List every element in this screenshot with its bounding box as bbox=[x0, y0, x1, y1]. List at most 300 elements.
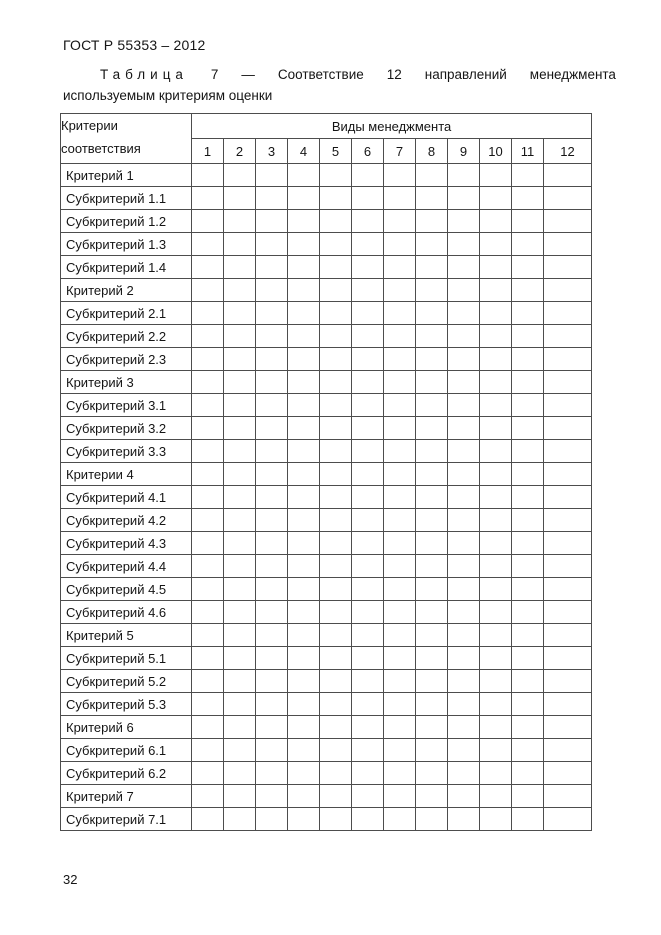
data-cell bbox=[192, 716, 224, 739]
row-label: Субкритерий 4.1 bbox=[61, 486, 192, 509]
data-cell bbox=[416, 601, 448, 624]
data-cell bbox=[192, 693, 224, 716]
data-cell bbox=[416, 371, 448, 394]
data-cell bbox=[384, 463, 416, 486]
table-row bbox=[61, 670, 592, 693]
data-cell bbox=[416, 325, 448, 348]
data-cell bbox=[256, 440, 288, 463]
data-cell bbox=[224, 601, 256, 624]
data-cell bbox=[288, 601, 320, 624]
data-cell bbox=[288, 693, 320, 716]
data-cell bbox=[448, 371, 480, 394]
data-cell bbox=[224, 187, 256, 210]
column-header: 7 bbox=[384, 139, 416, 164]
data-cell bbox=[224, 486, 256, 509]
data-cell bbox=[416, 187, 448, 210]
data-cell bbox=[224, 348, 256, 371]
data-cell bbox=[480, 210, 512, 233]
data-cell bbox=[544, 210, 592, 233]
data-cell bbox=[416, 302, 448, 325]
table-row bbox=[61, 394, 592, 417]
data-cell bbox=[512, 348, 544, 371]
data-cell bbox=[256, 693, 288, 716]
data-cell bbox=[448, 233, 480, 256]
row-label: Субкритерий 1.1 bbox=[61, 187, 192, 210]
data-cell bbox=[192, 578, 224, 601]
data-cell bbox=[544, 578, 592, 601]
corner-header-cell bbox=[61, 114, 192, 164]
table-row bbox=[61, 371, 592, 394]
row-label: Субкритерий 3.1 bbox=[61, 394, 192, 417]
data-cell bbox=[448, 210, 480, 233]
data-cell bbox=[320, 808, 352, 831]
data-cell bbox=[384, 647, 416, 670]
data-cell bbox=[224, 440, 256, 463]
data-cell bbox=[416, 486, 448, 509]
data-cell bbox=[480, 693, 512, 716]
data-cell bbox=[544, 164, 592, 187]
caption-word: 7 bbox=[210, 67, 219, 82]
data-cell bbox=[384, 302, 416, 325]
criteria-table-head bbox=[61, 114, 592, 164]
data-cell bbox=[320, 739, 352, 762]
data-cell bbox=[352, 624, 384, 647]
data-cell bbox=[416, 762, 448, 785]
data-cell bbox=[320, 716, 352, 739]
data-cell bbox=[320, 785, 352, 808]
data-cell bbox=[224, 279, 256, 302]
data-cell bbox=[288, 187, 320, 210]
data-cell bbox=[416, 463, 448, 486]
data-cell bbox=[256, 762, 288, 785]
data-cell bbox=[256, 601, 288, 624]
caption-word: направлений bbox=[424, 67, 507, 82]
data-cell bbox=[416, 785, 448, 808]
row-label: Критерий 6 bbox=[61, 716, 192, 739]
data-cell bbox=[480, 739, 512, 762]
row-label: Субкритерий 3.2 bbox=[61, 417, 192, 440]
data-cell bbox=[544, 187, 592, 210]
data-cell bbox=[352, 440, 384, 463]
data-cell bbox=[512, 164, 544, 187]
data-cell bbox=[512, 463, 544, 486]
data-cell bbox=[512, 509, 544, 532]
data-cell bbox=[384, 187, 416, 210]
data-cell bbox=[352, 279, 384, 302]
data-cell bbox=[192, 164, 224, 187]
data-cell bbox=[288, 164, 320, 187]
table-row bbox=[61, 716, 592, 739]
data-cell bbox=[480, 440, 512, 463]
row-label: Критерий 1 bbox=[61, 164, 192, 187]
data-cell bbox=[512, 624, 544, 647]
data-cell bbox=[448, 509, 480, 532]
data-cell bbox=[384, 532, 416, 555]
data-cell bbox=[384, 670, 416, 693]
data-cell bbox=[320, 394, 352, 417]
data-cell bbox=[320, 670, 352, 693]
data-cell bbox=[544, 693, 592, 716]
data-cell bbox=[288, 279, 320, 302]
table-row bbox=[61, 279, 592, 302]
data-cell bbox=[448, 486, 480, 509]
row-label: Субкритерий 4.4 bbox=[61, 555, 192, 578]
data-cell bbox=[416, 164, 448, 187]
data-cell bbox=[288, 624, 320, 647]
data-cell bbox=[224, 302, 256, 325]
data-cell bbox=[544, 302, 592, 325]
data-cell bbox=[448, 302, 480, 325]
data-cell bbox=[320, 762, 352, 785]
data-cell bbox=[320, 578, 352, 601]
group-header-row bbox=[61, 114, 592, 139]
data-cell bbox=[352, 578, 384, 601]
data-cell bbox=[480, 647, 512, 670]
data-cell bbox=[416, 279, 448, 302]
data-cell bbox=[384, 371, 416, 394]
data-cell bbox=[256, 509, 288, 532]
data-cell bbox=[448, 647, 480, 670]
column-header: 9 bbox=[448, 139, 480, 164]
data-cell bbox=[192, 325, 224, 348]
data-cell bbox=[416, 509, 448, 532]
data-cell bbox=[480, 187, 512, 210]
table-row bbox=[61, 808, 592, 831]
data-cell bbox=[224, 739, 256, 762]
data-cell bbox=[512, 601, 544, 624]
data-cell bbox=[224, 624, 256, 647]
caption-word: Соответствие bbox=[277, 67, 364, 82]
data-cell bbox=[288, 210, 320, 233]
data-cell bbox=[224, 716, 256, 739]
data-cell bbox=[288, 578, 320, 601]
data-cell bbox=[384, 348, 416, 371]
data-cell bbox=[384, 762, 416, 785]
data-cell bbox=[288, 532, 320, 555]
data-cell bbox=[288, 808, 320, 831]
data-cell bbox=[224, 785, 256, 808]
data-cell bbox=[256, 417, 288, 440]
data-cell bbox=[224, 164, 256, 187]
data-cell bbox=[448, 394, 480, 417]
data-cell bbox=[320, 279, 352, 302]
data-cell bbox=[384, 624, 416, 647]
data-cell bbox=[416, 716, 448, 739]
data-cell bbox=[256, 486, 288, 509]
data-cell bbox=[480, 670, 512, 693]
data-cell bbox=[416, 670, 448, 693]
data-cell bbox=[352, 371, 384, 394]
data-cell bbox=[384, 808, 416, 831]
data-cell bbox=[416, 532, 448, 555]
data-cell bbox=[448, 463, 480, 486]
data-cell bbox=[320, 693, 352, 716]
data-cell bbox=[352, 739, 384, 762]
data-cell bbox=[320, 532, 352, 555]
data-cell bbox=[224, 762, 256, 785]
data-cell bbox=[544, 256, 592, 279]
data-cell bbox=[256, 279, 288, 302]
data-cell bbox=[192, 601, 224, 624]
row-label: Субкритерий 4.2 bbox=[61, 509, 192, 532]
data-cell bbox=[192, 670, 224, 693]
data-cell bbox=[192, 808, 224, 831]
group-header-cell: Виды менеджмента bbox=[192, 114, 592, 139]
data-cell bbox=[320, 348, 352, 371]
data-cell bbox=[288, 509, 320, 532]
row-label: Субкритерий 1.3 bbox=[61, 233, 192, 256]
column-header: 8 bbox=[416, 139, 448, 164]
data-cell bbox=[288, 348, 320, 371]
column-header: 11 bbox=[512, 139, 544, 164]
corner-header-line1: Критерии bbox=[61, 118, 118, 133]
data-cell bbox=[224, 693, 256, 716]
data-cell bbox=[320, 325, 352, 348]
data-cell bbox=[352, 187, 384, 210]
data-cell bbox=[448, 716, 480, 739]
table-caption-line2: используемым критериям оценки bbox=[63, 88, 273, 103]
data-cell bbox=[256, 187, 288, 210]
data-cell bbox=[256, 716, 288, 739]
data-cell bbox=[544, 509, 592, 532]
row-label: Субкритерий 5.1 bbox=[61, 647, 192, 670]
data-cell bbox=[512, 302, 544, 325]
data-cell bbox=[544, 279, 592, 302]
table-row bbox=[61, 325, 592, 348]
data-cell bbox=[192, 371, 224, 394]
data-cell bbox=[448, 417, 480, 440]
table-row bbox=[61, 463, 592, 486]
data-cell bbox=[192, 233, 224, 256]
data-cell bbox=[384, 256, 416, 279]
data-cell bbox=[352, 808, 384, 831]
data-cell bbox=[544, 440, 592, 463]
data-cell bbox=[288, 647, 320, 670]
row-label: Субкритерий 3.3 bbox=[61, 440, 192, 463]
data-cell bbox=[512, 325, 544, 348]
data-cell bbox=[448, 440, 480, 463]
data-cell bbox=[416, 808, 448, 831]
data-cell bbox=[448, 164, 480, 187]
data-cell bbox=[288, 463, 320, 486]
table-row bbox=[61, 647, 592, 670]
data-cell bbox=[192, 785, 224, 808]
data-cell bbox=[384, 509, 416, 532]
data-cell bbox=[320, 601, 352, 624]
data-cell bbox=[480, 808, 512, 831]
data-cell bbox=[448, 693, 480, 716]
data-cell bbox=[512, 670, 544, 693]
data-cell bbox=[544, 670, 592, 693]
data-cell bbox=[192, 417, 224, 440]
data-cell bbox=[320, 210, 352, 233]
data-cell bbox=[448, 348, 480, 371]
data-cell bbox=[448, 279, 480, 302]
data-cell bbox=[256, 624, 288, 647]
data-cell bbox=[352, 302, 384, 325]
data-cell bbox=[416, 348, 448, 371]
data-cell bbox=[480, 716, 512, 739]
data-cell bbox=[320, 463, 352, 486]
table-row bbox=[61, 440, 592, 463]
caption-word: 12 bbox=[386, 67, 402, 82]
data-cell bbox=[480, 785, 512, 808]
data-cell bbox=[192, 532, 224, 555]
data-cell bbox=[320, 624, 352, 647]
row-label: Критерий 5 bbox=[61, 624, 192, 647]
row-label: Субкритерий 5.3 bbox=[61, 693, 192, 716]
data-cell bbox=[352, 670, 384, 693]
table-row bbox=[61, 693, 592, 716]
row-label: Субкритерий 1.2 bbox=[61, 210, 192, 233]
data-cell bbox=[384, 555, 416, 578]
column-header: 10 bbox=[480, 139, 512, 164]
row-label: Критерий 7 bbox=[61, 785, 192, 808]
data-cell bbox=[512, 279, 544, 302]
data-cell bbox=[192, 762, 224, 785]
data-cell bbox=[544, 486, 592, 509]
data-cell bbox=[480, 486, 512, 509]
row-label: Субкритерий 7.1 bbox=[61, 808, 192, 831]
data-cell bbox=[448, 785, 480, 808]
data-cell bbox=[352, 716, 384, 739]
data-cell bbox=[192, 463, 224, 486]
data-cell bbox=[480, 256, 512, 279]
data-cell bbox=[352, 348, 384, 371]
column-header: 4 bbox=[288, 139, 320, 164]
data-cell bbox=[224, 325, 256, 348]
data-cell bbox=[448, 601, 480, 624]
table-row bbox=[61, 486, 592, 509]
data-cell bbox=[544, 233, 592, 256]
data-cell bbox=[416, 739, 448, 762]
data-cell bbox=[352, 647, 384, 670]
data-cell bbox=[384, 279, 416, 302]
row-label: Субкритерий 4.3 bbox=[61, 532, 192, 555]
data-cell bbox=[448, 670, 480, 693]
data-cell bbox=[192, 739, 224, 762]
data-cell bbox=[416, 624, 448, 647]
table-row bbox=[61, 555, 592, 578]
data-cell bbox=[544, 325, 592, 348]
data-cell bbox=[256, 647, 288, 670]
data-cell bbox=[480, 555, 512, 578]
data-cell bbox=[288, 233, 320, 256]
data-cell bbox=[544, 532, 592, 555]
data-cell bbox=[384, 440, 416, 463]
data-cell bbox=[416, 394, 448, 417]
data-cell bbox=[480, 233, 512, 256]
data-cell bbox=[320, 371, 352, 394]
data-cell bbox=[224, 808, 256, 831]
data-cell bbox=[256, 210, 288, 233]
data-cell bbox=[224, 256, 256, 279]
data-cell bbox=[320, 417, 352, 440]
data-cell bbox=[288, 394, 320, 417]
table-row bbox=[61, 210, 592, 233]
data-cell bbox=[192, 647, 224, 670]
row-label: Субкритерий 2.1 bbox=[61, 302, 192, 325]
row-label: Субкритерий 6.2 bbox=[61, 762, 192, 785]
table-row bbox=[61, 532, 592, 555]
data-cell bbox=[512, 693, 544, 716]
data-cell bbox=[480, 302, 512, 325]
data-cell bbox=[352, 325, 384, 348]
data-cell bbox=[480, 509, 512, 532]
data-cell bbox=[384, 233, 416, 256]
data-cell bbox=[256, 394, 288, 417]
data-cell bbox=[224, 417, 256, 440]
data-cell bbox=[512, 808, 544, 831]
data-cell bbox=[512, 440, 544, 463]
data-cell bbox=[416, 256, 448, 279]
column-header: 6 bbox=[352, 139, 384, 164]
data-cell bbox=[512, 394, 544, 417]
data-cell bbox=[352, 785, 384, 808]
data-cell bbox=[512, 187, 544, 210]
data-cell bbox=[480, 394, 512, 417]
data-cell bbox=[416, 578, 448, 601]
caption-word: менеджмента bbox=[529, 67, 616, 82]
data-cell bbox=[448, 739, 480, 762]
data-cell bbox=[512, 578, 544, 601]
column-header: 1 bbox=[192, 139, 224, 164]
data-cell bbox=[192, 509, 224, 532]
table-row bbox=[61, 187, 592, 210]
data-cell bbox=[256, 463, 288, 486]
data-cell bbox=[384, 739, 416, 762]
data-cell bbox=[544, 394, 592, 417]
document-header: ГОСТ Р 55353 – 2012 bbox=[63, 37, 206, 53]
data-cell bbox=[448, 256, 480, 279]
data-cell bbox=[512, 555, 544, 578]
data-cell bbox=[480, 624, 512, 647]
data-cell bbox=[512, 371, 544, 394]
data-cell bbox=[416, 693, 448, 716]
data-cell bbox=[256, 808, 288, 831]
data-cell bbox=[384, 693, 416, 716]
data-cell bbox=[352, 463, 384, 486]
data-cell bbox=[544, 417, 592, 440]
corner-header-line2: соответствия bbox=[61, 141, 141, 156]
data-cell bbox=[256, 325, 288, 348]
table-row bbox=[61, 256, 592, 279]
data-cell bbox=[448, 532, 480, 555]
data-cell bbox=[512, 647, 544, 670]
data-cell bbox=[192, 440, 224, 463]
data-cell bbox=[224, 532, 256, 555]
data-cell bbox=[288, 785, 320, 808]
data-cell bbox=[384, 325, 416, 348]
page-number: 32 bbox=[63, 872, 78, 887]
data-cell bbox=[352, 601, 384, 624]
data-cell bbox=[448, 555, 480, 578]
data-cell bbox=[256, 302, 288, 325]
data-cell bbox=[224, 371, 256, 394]
data-cell bbox=[384, 601, 416, 624]
data-cell bbox=[256, 532, 288, 555]
data-cell bbox=[512, 739, 544, 762]
data-cell bbox=[448, 624, 480, 647]
data-cell bbox=[416, 555, 448, 578]
data-cell bbox=[512, 256, 544, 279]
data-cell bbox=[320, 647, 352, 670]
data-cell bbox=[288, 256, 320, 279]
column-header: 5 bbox=[320, 139, 352, 164]
data-cell bbox=[256, 739, 288, 762]
criteria-table bbox=[60, 113, 592, 831]
data-cell bbox=[288, 417, 320, 440]
